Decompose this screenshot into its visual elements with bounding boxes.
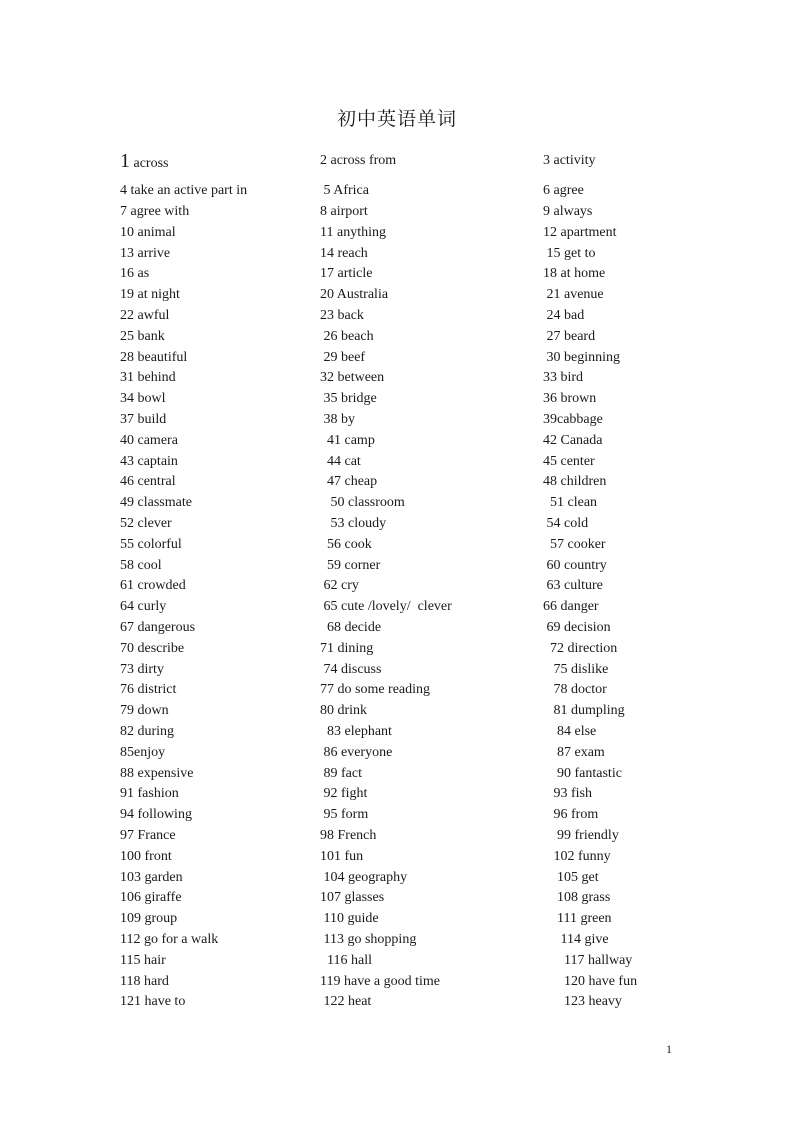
word-entry: 97 France (120, 828, 176, 843)
word-entry: 91 fashion (120, 786, 179, 801)
word-entry: 70 describe (120, 641, 185, 656)
word-entry: 96 from (543, 807, 599, 822)
word-entry: 3 activity (543, 153, 596, 168)
word-entry: 59 corner (320, 558, 381, 573)
word-row (0, 368, 794, 388)
word-entry: 4 take an active part in (120, 183, 248, 198)
word-entry: 23 back (320, 308, 364, 323)
word-entry: 16 as (120, 266, 150, 281)
word-entry: 93 fish (543, 786, 592, 801)
word-entry: 48 children (543, 474, 607, 489)
word-entry: 45 center (543, 454, 595, 469)
word-row (0, 639, 794, 659)
word-entry: 56 cook (320, 537, 372, 552)
word-entry: 118 hard (120, 974, 169, 989)
word-entry: 63 culture (543, 578, 603, 593)
word-entry: 77 do some reading (320, 682, 431, 697)
word-entry: 87 exam (543, 745, 605, 760)
word-entry: 31 behind (120, 370, 176, 385)
word-row (0, 618, 794, 638)
word-entry: 119 have a good time (320, 974, 441, 989)
word-entry: 107 glasses (320, 890, 385, 905)
word-entry: 13 arrive (120, 246, 171, 261)
word-row (0, 992, 794, 1012)
word-entry: 9 always (543, 204, 593, 219)
word-entry: 73 dirty (120, 662, 164, 677)
word-entry: 11 anything (320, 225, 386, 240)
word-entry: 21 avenue (543, 287, 604, 302)
word-entry: 86 everyone (320, 745, 393, 760)
word-entry: 89 fact (320, 766, 362, 781)
word-entry: 115 hair (120, 953, 166, 968)
word-row (0, 348, 794, 368)
word-entry: 95 form (320, 807, 369, 822)
word-entry: 90 fantastic (543, 766, 622, 781)
word-entry: 106 giraffe (120, 890, 182, 905)
word-row (0, 888, 794, 908)
word-entry: 24 bad (543, 308, 585, 323)
word-entry: 79 down (120, 703, 169, 718)
word-entry: 38 by (320, 412, 355, 427)
word-row (0, 701, 794, 721)
word-entry: 76 district (120, 682, 177, 697)
word-row (0, 472, 794, 492)
word-entry: 27 beard (543, 329, 596, 344)
word-entry: 101 fun (320, 849, 364, 864)
word-row (0, 972, 794, 992)
word-row (0, 722, 794, 742)
word-entry: 19 at night (120, 287, 180, 302)
word-row (0, 805, 794, 825)
word-row (0, 327, 794, 347)
word-entry: 53 cloudy (320, 516, 387, 531)
word-entry: 84 else (543, 724, 597, 739)
word-entry: 61 crowded (120, 578, 186, 593)
entry-number: 1 (120, 150, 130, 172)
word-entry: 85enjoy (120, 745, 166, 760)
word-row (0, 597, 794, 617)
word-entry: 62 cry (320, 578, 359, 593)
word-row (0, 306, 794, 326)
word-row (0, 680, 794, 700)
word-row (0, 868, 794, 888)
word-entry: 52 clever (120, 516, 172, 531)
word-entry: 108 grass (543, 890, 611, 905)
word-row (0, 151, 794, 171)
word-entry: 102 funny (543, 849, 611, 864)
word-entry: 40 camera (120, 433, 178, 448)
word-row (0, 410, 794, 430)
word-entry: 81 dumpling (543, 703, 625, 718)
word-entry: 44 cat (320, 454, 361, 469)
word-entry: 36 brown (543, 391, 597, 406)
entry-text: across (130, 156, 169, 171)
word-row (0, 930, 794, 950)
word-entry: 113 go shopping (320, 932, 417, 947)
word-row (0, 784, 794, 804)
word-entry: 12 apartment (543, 225, 617, 240)
word-entry: 35 bridge (320, 391, 377, 406)
word-entry: 104 geography (320, 870, 408, 885)
word-row (0, 202, 794, 222)
word-entry: 109 group (120, 911, 178, 926)
word-entry: 46 central (120, 474, 176, 489)
word-entry: 66 danger (543, 599, 599, 614)
word-entry: 51 clean (543, 495, 598, 510)
word-entry: 116 hall (320, 953, 372, 968)
word-entry: 49 classmate (120, 495, 192, 510)
word-entry: 20 Australia (320, 287, 389, 302)
word-entry: 28 beautiful (120, 350, 188, 365)
word-entry: 14 reach (320, 246, 368, 261)
word-row (0, 556, 794, 576)
word-entry: 47 cheap (320, 474, 378, 489)
word-entry: 111 green (543, 911, 612, 926)
word-row (0, 847, 794, 867)
word-entry: 54 cold (543, 516, 589, 531)
word-row (0, 181, 794, 201)
word-entry: 55 colorful (120, 537, 182, 552)
word-row (0, 826, 794, 846)
word-entry: 58 cool (120, 558, 162, 573)
word-entry: 26 beach (320, 329, 374, 344)
word-row (0, 389, 794, 409)
word-row (0, 223, 794, 243)
page-title: 初中英语单词 (336, 108, 457, 130)
word-entry: 18 at home (543, 266, 606, 281)
word-entry: 32 between (320, 370, 385, 385)
word-entry: 15 get to (543, 246, 596, 261)
word-entry: 92 fight (320, 786, 368, 801)
word-entry: 39cabbage (543, 412, 603, 427)
page-number: 1 (666, 1042, 672, 1056)
word-entry: 83 elephant (320, 724, 392, 739)
word-entry: 78 doctor (543, 682, 607, 697)
word-row (0, 514, 794, 534)
word-entry: 10 animal (120, 225, 176, 240)
word-entry: 94 following (120, 807, 192, 822)
word-entry: 67 dangerous (120, 620, 196, 635)
word-row (0, 951, 794, 971)
word-entry: 103 garden (120, 870, 183, 885)
word-entry: 43 captain (120, 454, 178, 469)
word-entry: 68 decide (320, 620, 382, 635)
word-row (0, 452, 794, 472)
word-entry: 120 have fun (543, 974, 638, 989)
word-entry: 65 cute /lovely/ clever (320, 599, 452, 614)
word-entry: 7 agree with (120, 204, 190, 219)
word-entry: 80 drink (320, 703, 368, 718)
word-entry: 121 have to (120, 994, 186, 1009)
word-entry: 117 hallway (543, 953, 633, 968)
word-entry: 122 heat (320, 994, 372, 1009)
word-row (0, 576, 794, 596)
word-entry: 42 Canada (543, 433, 603, 448)
word-entry: 110 guide (320, 911, 379, 926)
word-entry: 41 camp (320, 433, 375, 448)
word-entry: 17 article (320, 266, 373, 281)
word-entry: 37 build (120, 412, 167, 427)
word-entry: 123 heavy (543, 994, 622, 1009)
word-entry: 8 airport (320, 204, 368, 219)
word-entry: 33 bird (543, 370, 584, 385)
word-entry: 50 classroom (320, 495, 405, 510)
word-entry: 34 bowl (120, 391, 166, 406)
word-entry: 29 beef (320, 350, 366, 365)
word-entry: 22 awful (120, 308, 170, 323)
word-entry: 99 friendly (543, 828, 619, 843)
word-entry: 74 discuss (320, 662, 382, 677)
word-entry (120, 151, 169, 174)
word-entry: 30 beginning (543, 350, 620, 365)
word-entry: 98 French (320, 828, 377, 843)
word-row (0, 535, 794, 555)
word-row (0, 660, 794, 680)
word-entry: 5 Africa (320, 183, 369, 198)
word-entry: 6 agree (543, 183, 584, 198)
word-entry: 88 expensive (120, 766, 194, 781)
word-row (0, 764, 794, 784)
word-entry: 64 curly (120, 599, 167, 614)
word-entry: 72 direction (543, 641, 618, 656)
word-entry: 60 country (543, 558, 607, 573)
word-entry: 25 bank (120, 329, 165, 344)
word-entry: 71 dining (320, 641, 374, 656)
word-row (0, 493, 794, 513)
word-entry: 57 cooker (543, 537, 606, 552)
word-entry: 100 front (120, 849, 172, 864)
word-row (0, 264, 794, 284)
word-entry: 82 during (120, 724, 175, 739)
word-row (0, 285, 794, 305)
word-entry: 112 go for a walk (120, 932, 219, 947)
word-row (0, 743, 794, 763)
word-entry: 114 give (543, 932, 609, 947)
word-entry: 75 dislike (543, 662, 609, 677)
word-row (0, 431, 794, 451)
word-entry: 69 decision (543, 620, 611, 635)
word-entry: 105 get (543, 870, 599, 885)
word-row (0, 244, 794, 264)
word-row (0, 909, 794, 929)
word-entry: 2 across from (320, 153, 397, 168)
